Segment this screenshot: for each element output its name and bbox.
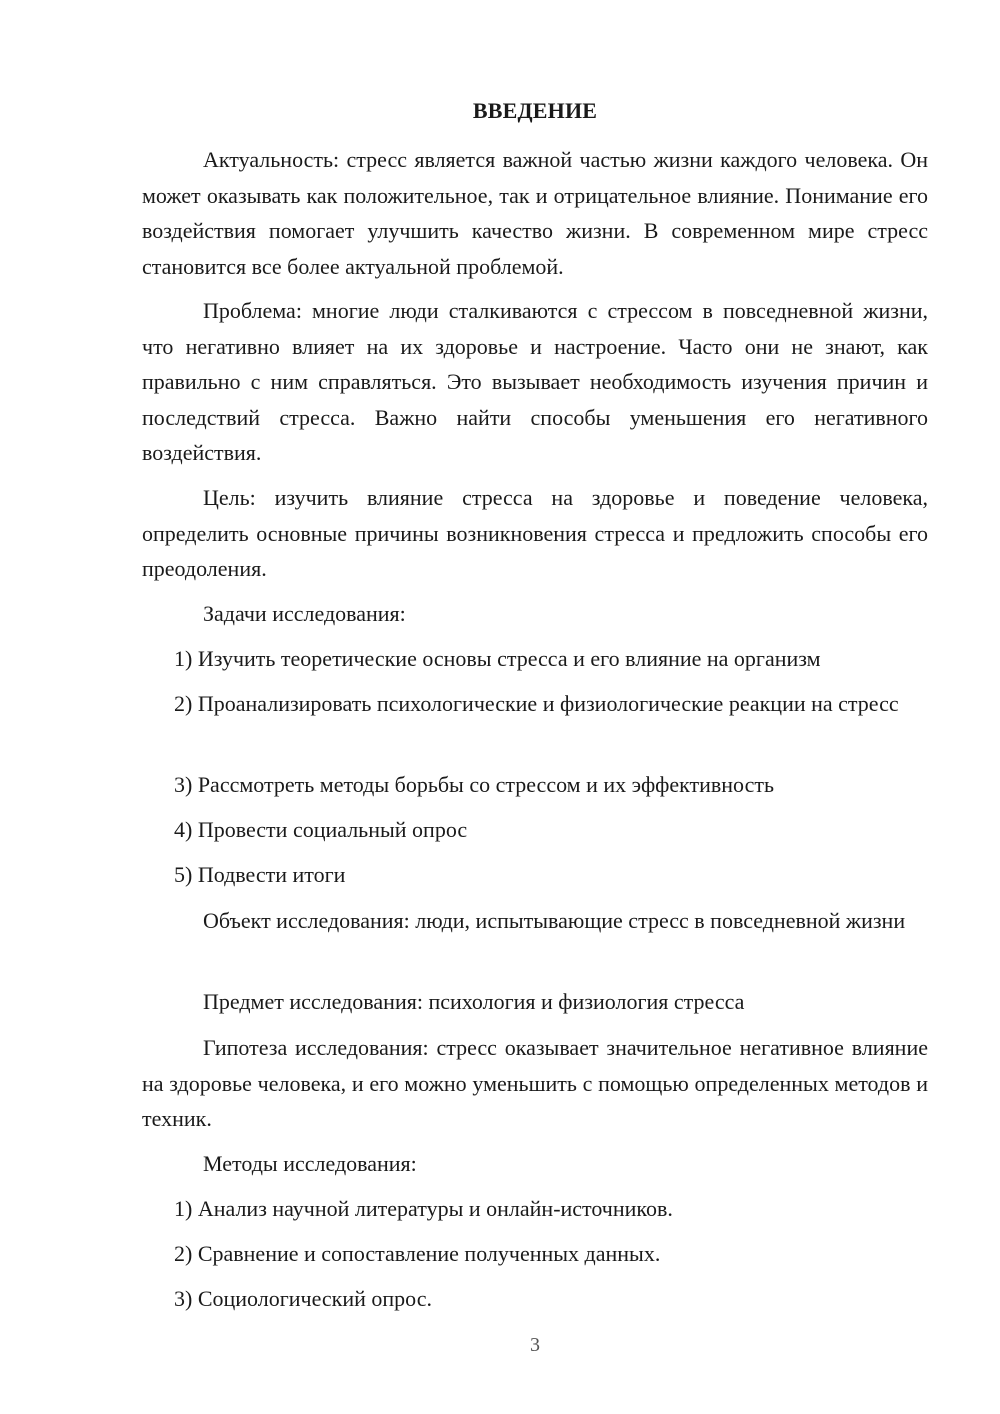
goal-paragraph: Цель: изучить влияние стресса на здоровье и поведение человека, определить основные причины возникновения стресса и предложить способы его преодоления. [142, 485, 928, 581]
page-title: ВВЕДЕНИЕ [472, 98, 598, 123]
method-item-2: 2) Сравнение и сопоставление полученных данных. [174, 1241, 661, 1266]
task-item-2: 2) Проанализировать психологические и физиологические реакции на стресс [174, 691, 899, 716]
relevance-paragraph: Актуальность: стресс является важной частью жизни каждого человека. Он может оказывать как положительное, так и отрицательное влияние. Понимание его воздействия помогает улучшить качество жизни. В современном мире стресс становится все более актуальной проблемой. [142, 147, 928, 279]
object-paragraph: Объект исследования: люди, испытывающие стресс в повседневной жизни [203, 908, 906, 933]
subject-paragraph: Предмет исследования: психология и физиология стресса [203, 989, 745, 1014]
tasks-heading: Задачи исследования: [203, 601, 406, 626]
task-item-4: 4) Провести социальный опрос [174, 817, 468, 842]
task-item-1: 1) Изучить теоретические основы стресса и его влияние на организм [174, 646, 821, 671]
methods-heading: Методы исследования: [203, 1151, 417, 1176]
task-item-3: 3) Рассмотреть методы борьбы со стрессом и их эффективность [174, 772, 775, 797]
problem-paragraph: Проблема: многие люди сталкиваются с стрессом в повседневной жизни, что негативно влияет на их здоровье и настроение. Часто они не знают, как правильно с ним справляться. Это вызывает необходимость изучения причин и последствий стресса. Важно найти способы уменьшения его негативного воздействия. [142, 298, 928, 465]
method-item-3: 3) Социологический опрос. [174, 1286, 432, 1311]
method-item-1: 1) Анализ научной литературы и онлайн-источников. [174, 1196, 673, 1221]
task-item-5: 5) Подвести итоги [174, 862, 346, 887]
hypothesis-paragraph: Гипотеза исследования: стресс оказывает значительное негативное влияние на здоровье человека, и его можно уменьшить с помощью определенных методов и техник. [142, 1035, 928, 1131]
page-number: 3 [530, 1334, 540, 1356]
